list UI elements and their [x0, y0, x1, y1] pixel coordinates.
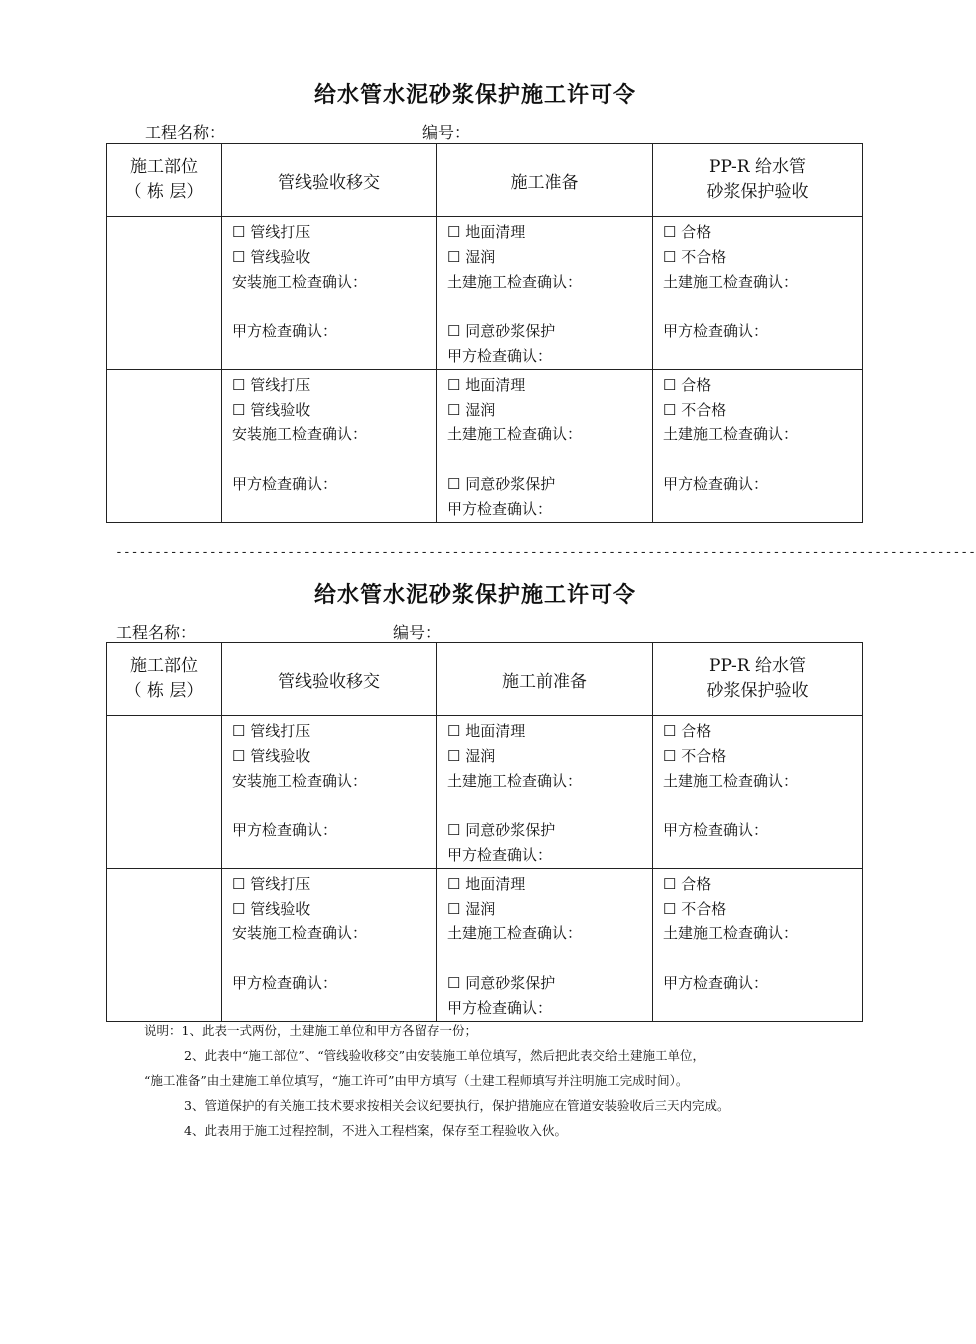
form1-number-label: 编号： — [422, 123, 471, 142]
checkbox-qualified[interactable]: ☐ 合格 — [663, 375, 712, 394]
install-check-label: 安装施工检查确认： — [232, 272, 368, 291]
header-preparation — [437, 643, 653, 716]
civil-check-label: 土建施工检查确认： — [447, 771, 583, 790]
blank-line — [232, 946, 436, 971]
note-1: 说明：1、此表一式两份，土建施工单位和甲方各留存一份； — [144, 1023, 477, 1038]
blank-line — [447, 793, 652, 818]
checkbox-wetting[interactable]: ☐ 湿润 — [447, 247, 496, 266]
blank-line — [447, 447, 652, 472]
civil-check-label: 土建施工检查确认： — [447, 425, 583, 444]
owner-check-label: 甲方检查确认： — [232, 474, 338, 493]
civil-check-label: 土建施工检查确认： — [447, 924, 583, 943]
checkbox-pipe-acceptance[interactable]: ☐ 管线验收 — [232, 899, 311, 918]
checkbox-floor-cleaning[interactable]: ☐ 地面清理 — [447, 722, 526, 740]
cut-line-separator: -------------------------------------------------------------------------------------------------------------- — [115, 545, 976, 560]
owner-check-label: 甲方检查确认： — [232, 973, 338, 992]
blank-line — [663, 946, 862, 971]
blank-line — [663, 447, 862, 472]
pipe-handover-cell — [222, 868, 437, 1021]
install-check-label: 安装施工检查确认： — [232, 771, 368, 790]
header-acceptance — [653, 144, 863, 217]
header-preparation — [437, 144, 653, 217]
header-location-line1: 施工部位 — [130, 157, 198, 177]
checkbox-pressure-test[interactable]: ☐ 管线打压 — [232, 874, 311, 893]
owner-check-label: 甲方检查确认： — [663, 322, 769, 341]
checkbox-qualified[interactable]: ☐ 合格 — [663, 722, 712, 740]
acceptance-cell — [653, 868, 863, 1021]
civil-check-label: 土建施工检查确认： — [663, 272, 799, 291]
checkbox-qualified[interactable]: ☐ 合格 — [663, 223, 712, 241]
checkbox-wetting[interactable]: ☐ 湿润 — [447, 400, 496, 419]
acceptance-cell — [653, 369, 863, 522]
blank-line — [447, 946, 652, 971]
checkbox-agree-mortar[interactable]: ☐ 同意砂浆保护 — [447, 322, 556, 341]
header-location-line2: （ 栋 层） — [124, 681, 204, 701]
form2-header-row — [107, 643, 863, 716]
header-acceptance — [653, 643, 863, 716]
header-pipe-handover-text: 管线验收移交 — [278, 172, 380, 193]
preparation-cell — [437, 868, 653, 1021]
form1-title: 给水管水泥砂浆保护施工许可令 — [313, 83, 636, 108]
form2-row-2 — [107, 868, 863, 1021]
checkbox-unqualified[interactable]: ☐ 不合格 — [663, 746, 727, 765]
header-pipe-handover — [222, 643, 437, 716]
blank-line — [663, 294, 862, 319]
owner-check-label: 甲方检查确认： — [663, 973, 769, 992]
note-3: 3、管道保护的有关施工技术要求按相关会议纪要执行，保护措施应在管道安装验收后三天内完成。 — [184, 1098, 730, 1113]
checkbox-agree-mortar[interactable]: ☐ 同意砂浆保护 — [447, 474, 556, 493]
acceptance-cell — [653, 716, 863, 869]
form1-header-row — [107, 144, 863, 217]
location-input-cell[interactable] — [107, 217, 222, 370]
owner-check-label: 甲方检查确认： — [232, 821, 338, 840]
checkbox-floor-cleaning[interactable]: ☐ 地面清理 — [447, 223, 526, 241]
pipe-handover-cell — [222, 217, 437, 370]
header-location — [107, 643, 222, 716]
checkbox-floor-cleaning[interactable]: ☐ 地面清理 — [447, 375, 526, 394]
checkbox-unqualified[interactable]: ☐ 不合格 — [663, 400, 727, 419]
owner-check-label: 甲方检查确认： — [447, 998, 553, 1017]
preparation-cell — [437, 217, 653, 370]
pipe-handover-cell — [222, 716, 437, 869]
form2-row-1 — [107, 716, 863, 869]
header-location-line2: （ 栋 层） — [124, 182, 204, 202]
civil-check-label: 土建施工检查确认： — [663, 924, 799, 943]
notes-section — [106, 1018, 866, 1143]
header-preparation-text: 施工前准备 — [502, 671, 587, 692]
owner-check-label: 甲方检查确认： — [232, 322, 338, 341]
form2-table — [106, 642, 863, 1022]
checkbox-pipe-acceptance[interactable]: ☐ 管线验收 — [232, 746, 311, 765]
header-acceptance-line1: PP-R 给水管 — [709, 157, 806, 177]
note-2-continued: “施工准备”由土建施工单位填写，“施工许可”由甲方填写（土建工程师填写并注明施工完成时间）。 — [144, 1073, 689, 1088]
header-location-line1: 施工部位 — [130, 656, 198, 676]
checkbox-unqualified[interactable]: ☐ 不合格 — [663, 899, 727, 918]
form1-row-2 — [107, 369, 863, 522]
header-acceptance-line2: 砂浆保护验收 — [706, 182, 809, 202]
blank-line — [447, 294, 652, 319]
blank-line — [232, 294, 436, 319]
form2-number-label: 编号： — [393, 623, 442, 642]
location-input-cell[interactable] — [107, 868, 222, 1021]
preparation-cell — [437, 369, 653, 522]
header-preparation-text: 施工准备 — [510, 172, 579, 193]
note-2: 2、此表中“施工部位”、“管线验收移交”由安装施工单位填写，然后把此表交给土建施工单位， — [184, 1048, 706, 1063]
checkbox-agree-mortar[interactable]: ☐ 同意砂浆保护 — [447, 821, 556, 840]
location-input-cell[interactable] — [107, 716, 222, 869]
header-pipe-handover-text: 管线验收移交 — [278, 671, 380, 692]
checkbox-wetting[interactable]: ☐ 湿润 — [447, 899, 496, 918]
checkbox-qualified[interactable]: ☐ 合格 — [663, 874, 712, 893]
checkbox-pressure-test[interactable]: ☐ 管线打压 — [232, 223, 311, 241]
blank-line — [232, 447, 436, 472]
owner-check-label: 甲方检查确认： — [663, 821, 769, 840]
form1-project-label: 工程名称： — [145, 123, 226, 142]
form1-row-1 — [107, 217, 863, 370]
header-pipe-handover — [222, 144, 437, 217]
checkbox-pressure-test[interactable]: ☐ 管线打压 — [232, 375, 311, 394]
owner-check-label: 甲方检查确认： — [663, 474, 769, 493]
note-4: 4、此表用于施工过程控制，不进入工程档案，保存至工程验收入伙。 — [184, 1123, 567, 1138]
location-input-cell[interactable] — [107, 369, 222, 522]
pipe-handover-cell — [222, 369, 437, 522]
civil-check-label: 土建施工检查确认： — [663, 425, 799, 444]
checkbox-floor-cleaning[interactable]: ☐ 地面清理 — [447, 874, 526, 893]
form1-table — [106, 143, 863, 523]
header-acceptance-line1: PP-R 给水管 — [709, 656, 806, 676]
owner-check-label: 甲方检查确认： — [447, 346, 553, 365]
checkbox-pipe-acceptance[interactable]: ☐ 管线验收 — [232, 247, 311, 266]
form2-title: 给水管水泥砂浆保护施工许可令 — [313, 583, 636, 608]
acceptance-cell — [653, 217, 863, 370]
form2-project-label: 工程名称： — [116, 623, 197, 642]
owner-check-label: 甲方检查确认： — [447, 499, 553, 518]
blank-line — [232, 793, 436, 818]
checkbox-pipe-acceptance[interactable]: ☐ 管线验收 — [232, 400, 311, 419]
preparation-cell — [437, 716, 653, 869]
civil-check-label: 土建施工检查确认： — [663, 771, 799, 790]
header-acceptance-line2: 砂浆保护验收 — [706, 681, 809, 701]
checkbox-unqualified[interactable]: ☐ 不合格 — [663, 247, 727, 266]
install-check-label: 安装施工检查确认： — [232, 425, 368, 444]
header-location — [107, 144, 222, 217]
checkbox-agree-mortar[interactable]: ☐ 同意砂浆保护 — [447, 973, 556, 992]
blank-line — [663, 793, 862, 818]
install-check-label: 安装施工检查确认： — [232, 924, 368, 943]
checkbox-pressure-test[interactable]: ☐ 管线打压 — [232, 722, 311, 740]
civil-check-label: 土建施工检查确认： — [447, 272, 583, 291]
owner-check-label: 甲方检查确认： — [447, 845, 553, 864]
checkbox-wetting[interactable]: ☐ 湿润 — [447, 746, 496, 765]
